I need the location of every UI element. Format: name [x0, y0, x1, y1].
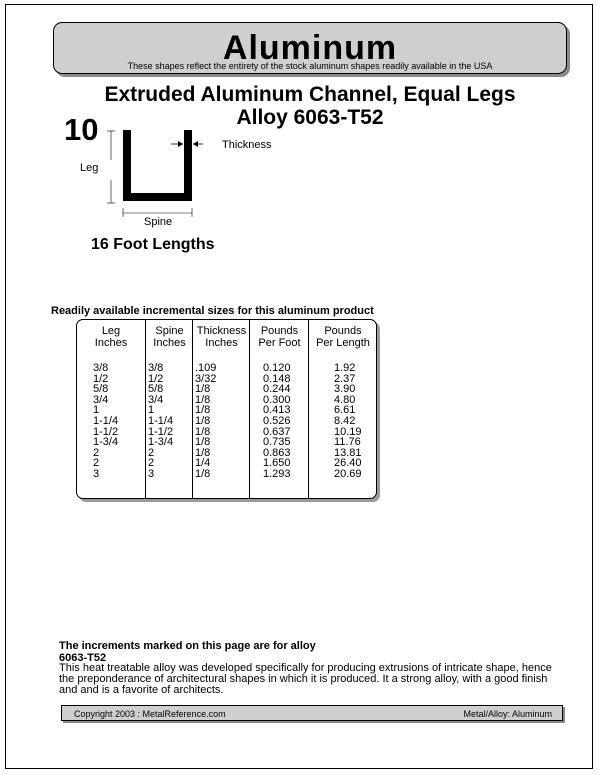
- header-line: Per Foot: [258, 337, 301, 349]
- footer-copyright: Copyright 2003 : MetalReference.com: [74, 709, 226, 719]
- table-cell: 1-1/2: [148, 425, 174, 438]
- table-cell: 0.526: [263, 414, 291, 427]
- column-values: [193, 363, 250, 480]
- product-title: Extruded Aluminum Channel, Equal Legs: [104, 83, 516, 106]
- table-cell: 1/8: [195, 393, 211, 406]
- header-line: Leg: [101, 325, 121, 337]
- table-cell: 1.650: [263, 457, 291, 470]
- column-thickness: [192, 320, 250, 498]
- thickness-label: Thickness: [222, 139, 272, 151]
- table-cell: 5/8: [148, 383, 164, 396]
- column-values: [77, 363, 145, 480]
- channel-profile: [123, 130, 192, 201]
- table-cell: 1/8: [195, 436, 211, 449]
- header-line: Thickness: [196, 325, 247, 337]
- table-cell: 1-1/4: [148, 414, 174, 427]
- lengths-note: 16 Foot Lengths: [91, 236, 215, 253]
- table-cell: 0.120: [263, 362, 291, 374]
- table-cell: 1/8: [195, 404, 211, 417]
- header-line: Inches: [94, 337, 128, 349]
- table-cell: 2: [148, 446, 155, 459]
- spine-label: Spine: [144, 216, 173, 228]
- header-line: Pounds: [260, 325, 299, 337]
- table-cell: 26.40: [334, 457, 362, 470]
- table-cell: 0.637: [263, 425, 291, 438]
- table-cell: 0.244: [263, 383, 291, 396]
- alloy-title: Alloy 6063-T52: [236, 106, 384, 129]
- table-cell: 3/4: [93, 393, 109, 406]
- banner-title: Aluminum: [222, 29, 398, 67]
- table-cell: 0.735: [263, 436, 291, 449]
- notes-alloy: 6063-T52: [59, 652, 107, 664]
- table-cell: 1/4: [195, 457, 211, 470]
- sizes-table: [76, 319, 377, 499]
- banner-subtitle: These shapes reflect the entirety of the stock aluminum shapes readily available in the USA: [127, 61, 493, 71]
- table-cell: 2: [148, 457, 155, 470]
- table-cell: 5/8: [93, 383, 109, 396]
- table-cell: 8.42: [334, 414, 356, 427]
- column-header: [250, 325, 309, 349]
- table-cell: 3.90: [334, 383, 356, 396]
- column-header: [193, 325, 250, 349]
- table-cell: 11.76: [334, 436, 361, 449]
- header-line: Inches: [153, 337, 186, 349]
- table-caption: Readily available incremental sizes for this aluminum product: [51, 305, 374, 317]
- leg-label: Leg: [80, 162, 99, 174]
- header-line: Spine: [155, 325, 184, 337]
- table-cell: 1-1/4: [93, 414, 119, 427]
- table-cell: 1.92: [334, 362, 356, 374]
- column-leg: [77, 320, 145, 498]
- table-cell: 1/2: [148, 372, 164, 385]
- table-cell: 3/8: [148, 362, 164, 374]
- column-lbs-per-length: [308, 320, 377, 498]
- column-spine: [145, 320, 193, 498]
- page-number: 10: [64, 112, 99, 147]
- table-cell: 10.19: [334, 425, 362, 438]
- header-line: Pounds: [324, 325, 362, 337]
- channel-shape-diagram: [95, 120, 225, 225]
- table-cell: 3/4: [148, 393, 164, 406]
- footer-bar: [61, 705, 563, 721]
- table-cell: 1/8: [195, 467, 211, 480]
- table-cell: 0.300: [263, 393, 291, 406]
- table-cell: 0.863: [263, 446, 291, 459]
- table-cell: 0.413: [263, 404, 291, 417]
- header-line: Per Length: [316, 337, 370, 349]
- footer-category: Metal/Alloy: Aluminum: [463, 709, 552, 719]
- table-cell: 2: [93, 446, 100, 459]
- column-values: [250, 363, 309, 480]
- table-cell: 4.80: [334, 393, 356, 406]
- table-cell: 3/8: [93, 362, 109, 374]
- column-header: [309, 325, 377, 349]
- column-header: [77, 325, 145, 349]
- table-cell: 2.37: [334, 372, 356, 385]
- header-banner: [53, 22, 567, 74]
- column-header: [146, 325, 193, 349]
- table-cell: 1/8: [195, 414, 211, 427]
- column-values: [146, 363, 193, 480]
- table-cell: 1-1/2: [93, 425, 119, 438]
- header-line: Inches: [205, 337, 238, 349]
- table-cell: 0.148: [263, 372, 291, 385]
- table-cell: 2: [93, 457, 100, 470]
- table-cell: 20.69: [334, 467, 362, 480]
- table-cell: 1/2: [93, 372, 109, 385]
- notes-text: This heat treatable alloy was developed specifically for producing extrusions of intricate shape, hence the preponderance of architectural shapes in which it is produced. It a strong alloy, with a good finish and and is a favorite of architects.: [59, 662, 552, 696]
- table-cell: 1.293: [263, 467, 291, 480]
- table-cell: 1-3/4: [93, 436, 119, 449]
- table-cell: 13.81: [334, 446, 362, 459]
- table-cell: .109: [195, 362, 217, 374]
- column-lbs-per-foot: [249, 320, 309, 498]
- table-cell: 3: [148, 467, 155, 480]
- table-cell: 6.61: [334, 404, 356, 417]
- table-cell: 1: [93, 404, 100, 417]
- table-cell: 1/8: [195, 425, 211, 438]
- notes-title: The increments marked on this page are for alloy: [59, 640, 316, 652]
- column-values: [309, 363, 377, 480]
- table-cell: 1-3/4: [148, 436, 174, 449]
- table-cell: 1: [148, 404, 155, 417]
- table-cell: 3: [93, 467, 100, 480]
- table-cell: 1/8: [195, 446, 211, 459]
- table-cell: 3/32: [195, 372, 217, 385]
- table-cell: 1/8: [195, 383, 211, 396]
